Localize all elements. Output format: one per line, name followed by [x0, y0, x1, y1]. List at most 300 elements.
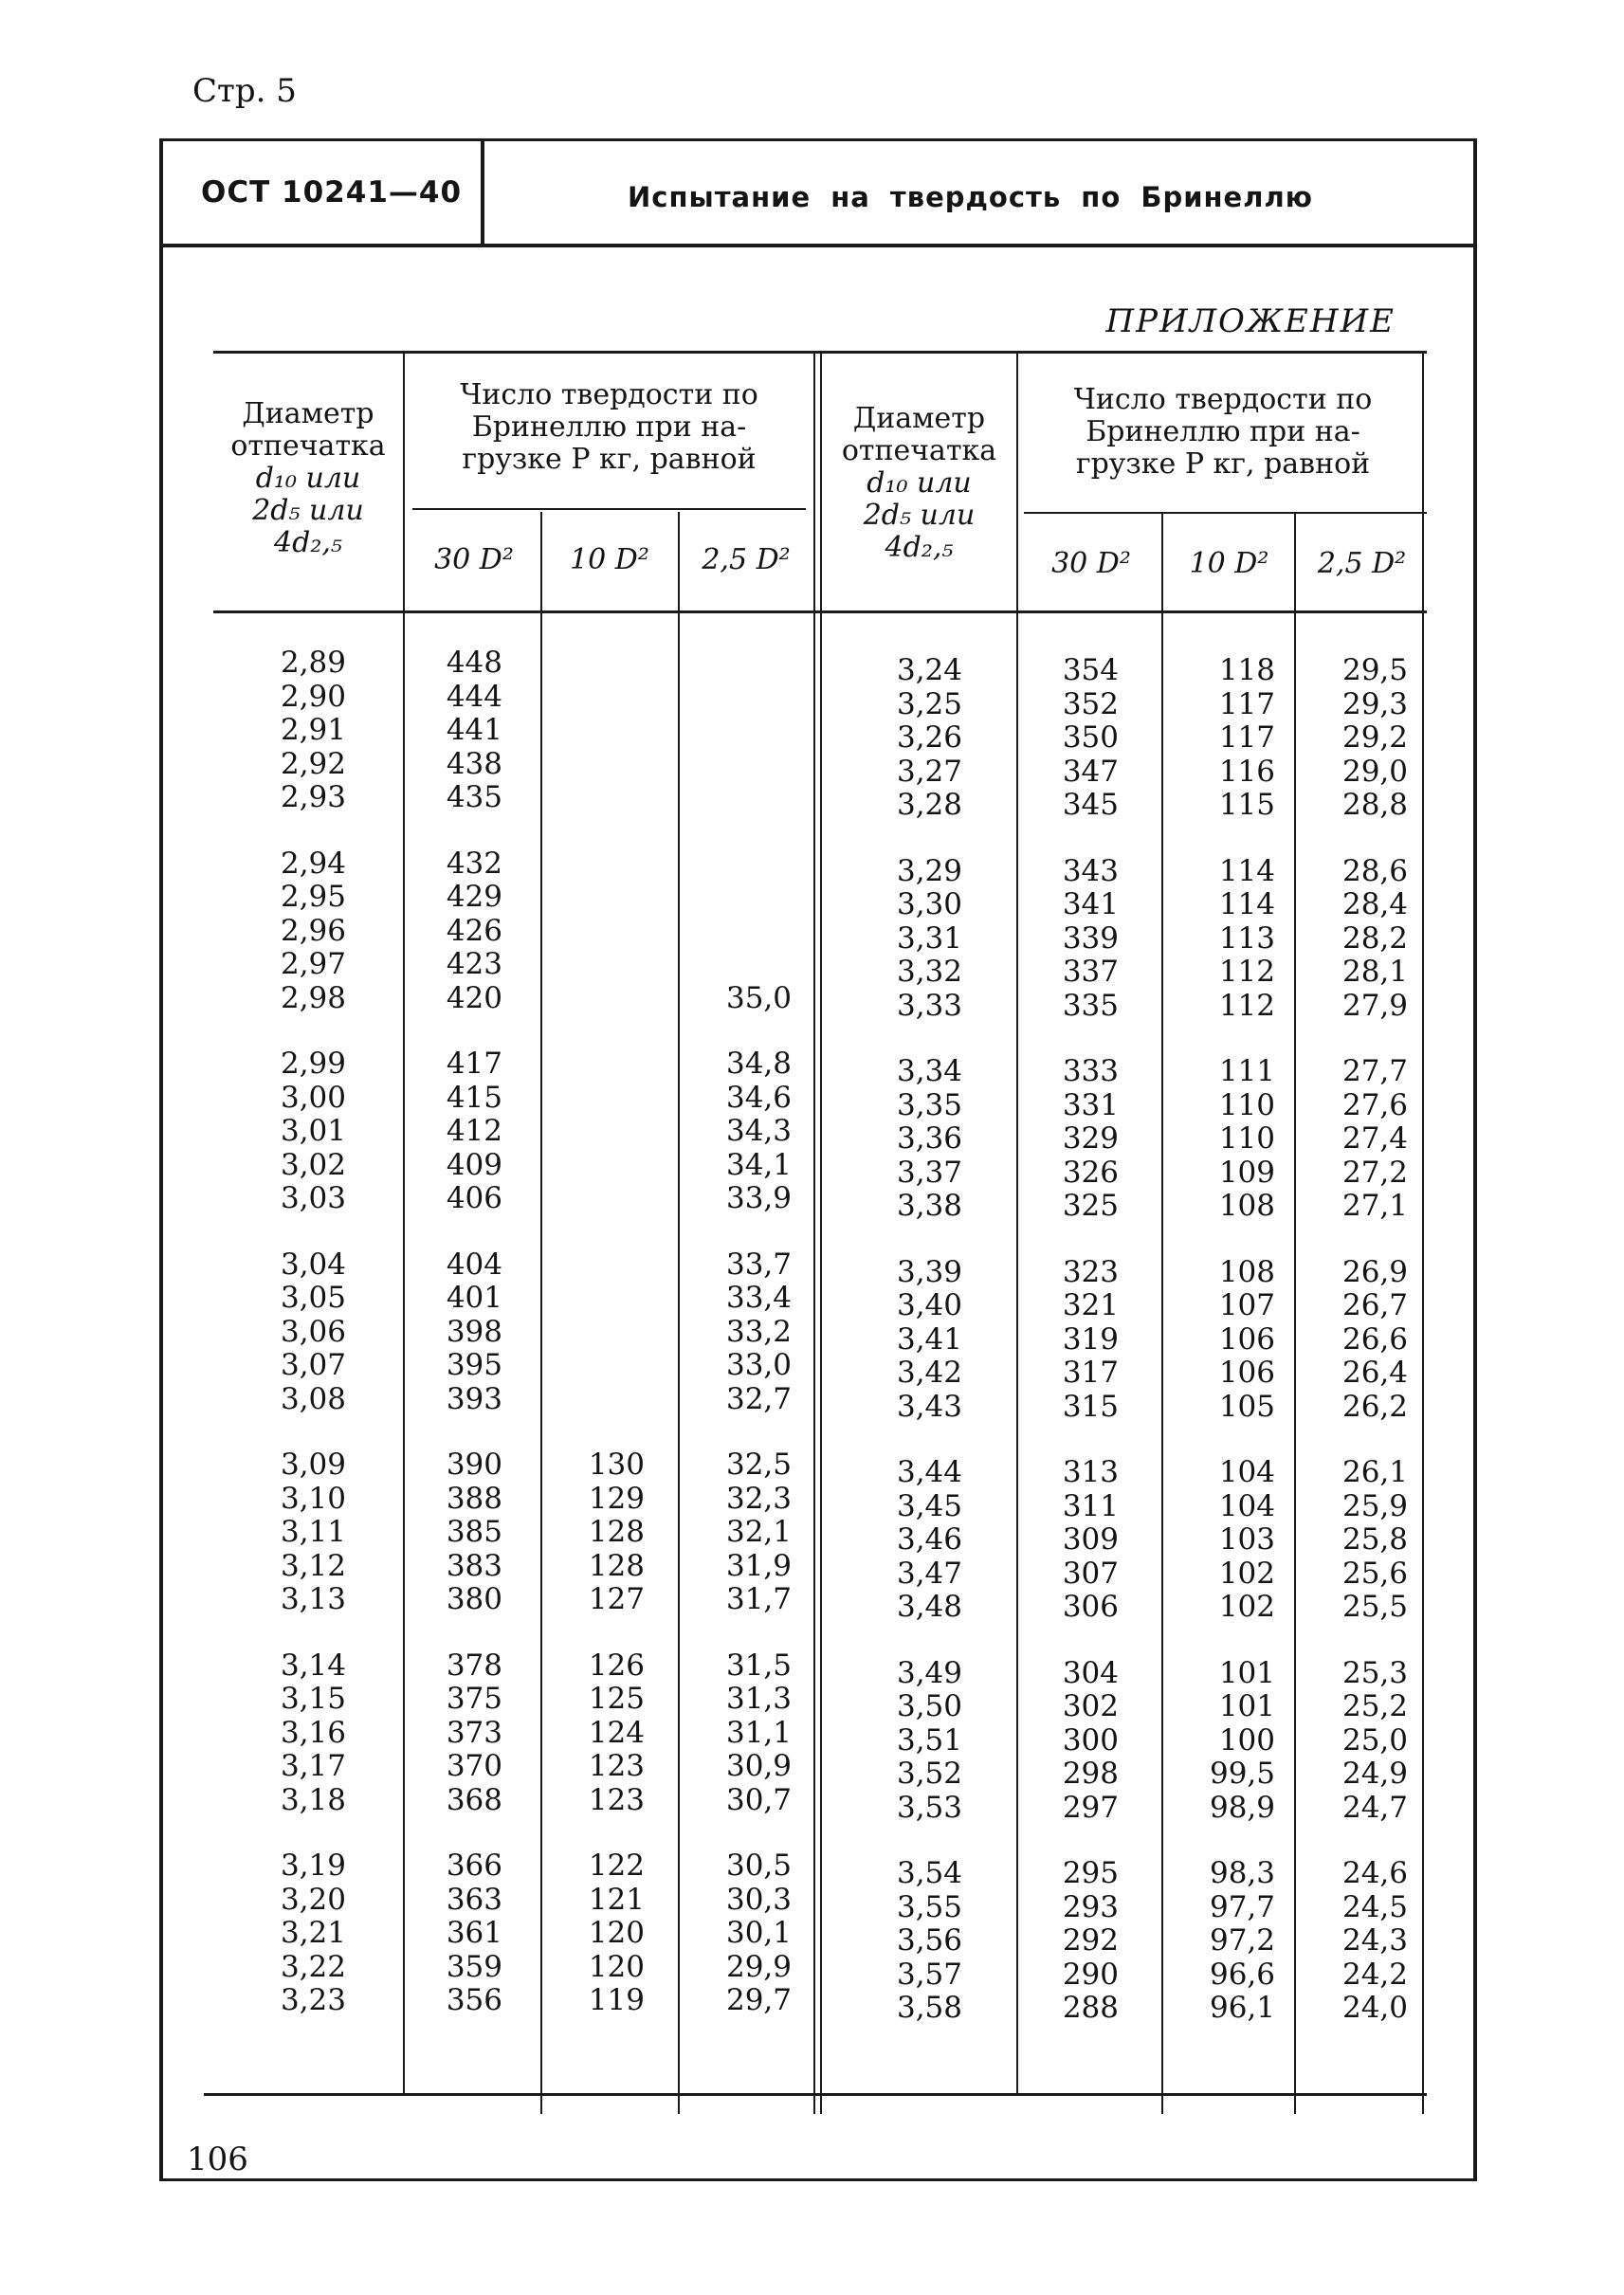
- row-group: [1313, 1055, 1408, 1224]
- col-divider-2: [540, 512, 542, 2114]
- right-10d2-column: [1180, 654, 1275, 2058]
- table-cell: 28,6: [1341, 853, 1408, 888]
- hardness-table: [213, 209, 1427, 2025]
- col-divider-6: [1161, 514, 1163, 2114]
- table-cell: 25,0: [1341, 1722, 1408, 1758]
- table-cell: 33,4: [725, 1281, 792, 1315]
- row-group: [1180, 1857, 1275, 2026]
- row-group: [251, 1448, 346, 1617]
- table-cell: 3,04: [280, 1247, 346, 1282]
- row-group: [251, 1248, 346, 1417]
- table-cell: 26,6: [1341, 1321, 1408, 1357]
- table-cell: 31,9: [725, 1548, 792, 1583]
- row-group: [1180, 855, 1275, 1024]
- table-cell: 3,19: [280, 1849, 346, 1883]
- right-30d2-column: [1048, 654, 1119, 2058]
- table-cell: 101: [1218, 1689, 1275, 1723]
- row-group: [697, 647, 792, 815]
- table-cell: 420: [446, 980, 502, 1015]
- table-cell: 24,7: [1341, 1790, 1408, 1825]
- table-cell: 359: [446, 1949, 502, 1984]
- row-group: [1048, 1456, 1119, 1625]
- table-cell: 128: [588, 1548, 645, 1583]
- table-cell: 3,22: [280, 1949, 346, 1984]
- table-cell: 329: [1062, 1121, 1119, 1156]
- table-cell: 326: [1062, 1155, 1119, 1190]
- row-group: [574, 1849, 645, 2018]
- table-cell: 24,9: [1341, 1757, 1408, 1791]
- table-cell: 24,3: [1341, 1923, 1408, 1958]
- table-cell: 3,24: [896, 653, 962, 687]
- table-cell: 122: [588, 1849, 645, 1883]
- table-cell: 292: [1062, 1923, 1119, 1958]
- table-cell: 317: [1062, 1356, 1119, 1390]
- table-cell: 25,9: [1341, 1488, 1408, 1523]
- table-cell: 34,6: [725, 1080, 792, 1115]
- table-cell: 125: [588, 1682, 645, 1716]
- table-cell: 3,25: [896, 686, 962, 721]
- table-cell: 101: [1218, 1655, 1275, 1690]
- table-cell: [697, 915, 792, 949]
- table-cell: 304: [1062, 1655, 1119, 1690]
- row-group: [431, 647, 502, 815]
- table-cell: 3,21: [280, 1916, 346, 1950]
- table-cell: 423: [446, 947, 502, 981]
- appendix-label: ПРИЛОЖЕНИЕ: [1105, 302, 1396, 340]
- table-cell: 32,1: [725, 1515, 792, 1549]
- table-cell: [574, 1282, 645, 1316]
- table-cell: 130: [588, 1448, 645, 1482]
- page-number: 106: [187, 2140, 248, 2178]
- table-cell: 3,23: [280, 1983, 346, 2017]
- table-cell: 3,57: [896, 1957, 962, 1992]
- table-cell: 2,92: [280, 746, 346, 781]
- table-cell: 25,5: [1341, 1590, 1408, 1624]
- header-line: 4d₂,₅: [885, 531, 954, 564]
- right-diameter-header: [822, 403, 1016, 564]
- table-cell: [697, 881, 792, 915]
- table-cell: [574, 1047, 645, 1082]
- table-cell: 415: [446, 1080, 502, 1115]
- table-cell: [697, 847, 792, 882]
- table-cell: 26,9: [1341, 1254, 1408, 1289]
- right-hardness-header: [1019, 384, 1427, 481]
- table-cell: 3,09: [280, 1448, 346, 1482]
- left-hardness-header: [408, 379, 811, 476]
- table-cell: 3,28: [896, 788, 962, 822]
- table-cell: 114: [1218, 887, 1275, 921]
- right-diameter-column: [867, 654, 962, 2058]
- table-cell: 3,39: [896, 1254, 962, 1289]
- table-cell: [574, 915, 645, 949]
- table-cell: 3,20: [280, 1882, 346, 1917]
- table-cell: 108: [1218, 1254, 1275, 1289]
- table-cell: 444: [446, 679, 502, 714]
- left-10d2-column: [574, 647, 645, 2050]
- table-cell: 3,48: [896, 1590, 962, 1624]
- table-cell: [574, 1182, 645, 1216]
- table-cell: 25,6: [1341, 1556, 1408, 1591]
- table-cell: 118: [1218, 653, 1275, 687]
- table-cell: 3,46: [896, 1522, 962, 1557]
- table-cell: 116: [1218, 754, 1275, 789]
- row-group: [1048, 654, 1119, 823]
- table-cell: 124: [588, 1715, 645, 1750]
- table-cell: 30,3: [725, 1882, 792, 1917]
- table-cell: 3,43: [896, 1389, 962, 1424]
- table-cell: 31,3: [725, 1682, 792, 1716]
- table-cell: 25,8: [1341, 1522, 1408, 1557]
- table-cell: 435: [446, 780, 502, 814]
- table-cell: 34,8: [725, 1047, 792, 1081]
- row-group: [1180, 1256, 1275, 1425]
- table-cell: [574, 781, 645, 815]
- row-group: [1313, 1657, 1408, 1826]
- left-sub-25d2: 2,5 D²: [702, 543, 791, 576]
- header-line: отпечатка: [841, 434, 997, 467]
- table-cell: 3,03: [280, 1181, 346, 1215]
- table-cell: 3,37: [896, 1155, 962, 1190]
- table-cell: 3,18: [280, 1782, 346, 1817]
- table-cell: 429: [446, 880, 502, 914]
- table-cell: 29,9: [725, 1949, 792, 1984]
- table-cell: 2,94: [280, 846, 346, 881]
- row-group: [574, 647, 645, 815]
- table-cell: 24,0: [1341, 1991, 1408, 2025]
- left-sub-10d2: 10 D²: [570, 543, 649, 576]
- table-cell: 3,32: [896, 955, 962, 989]
- table-cell: 3,54: [896, 1856, 962, 1890]
- table-cell: 110: [1218, 1121, 1275, 1156]
- table-cell: 406: [446, 1181, 502, 1215]
- table-cell: [574, 1082, 645, 1116]
- table-cell: 123: [588, 1749, 645, 1783]
- table-cell: 102: [1218, 1556, 1275, 1591]
- table-cell: 97,7: [1209, 1889, 1275, 1924]
- table-cell: 33,7: [725, 1247, 792, 1282]
- table-cell: 311: [1062, 1488, 1119, 1523]
- table-cell: 3,34: [896, 1054, 962, 1088]
- table-cell: 99,5: [1209, 1757, 1275, 1791]
- table-cell: 302: [1062, 1689, 1119, 1723]
- table-cell: 26,7: [1341, 1288, 1408, 1322]
- table-cell: 378: [446, 1648, 502, 1683]
- header-line: Бринеллю при на-: [471, 410, 747, 444]
- table-cell: 96,1: [1209, 1991, 1275, 2025]
- table-cell: 3,10: [280, 1481, 346, 1516]
- table-cell: 373: [446, 1715, 502, 1750]
- row-group: [431, 847, 502, 1016]
- table-cell: 115: [1218, 788, 1275, 822]
- row-group: [431, 1448, 502, 1617]
- table-cell: 27,4: [1341, 1121, 1408, 1156]
- row-group: [867, 1456, 962, 1625]
- table-cell: 350: [1062, 720, 1119, 755]
- table-cell: 121: [588, 1882, 645, 1917]
- table-cell: 347: [1062, 754, 1119, 789]
- header-line: d₁₀ или: [867, 466, 972, 500]
- table-cell: 35,0: [725, 980, 792, 1015]
- table-cell: 30,9: [725, 1749, 792, 1783]
- table-cell: 114: [1218, 853, 1275, 888]
- table-cell: 2,93: [280, 780, 346, 814]
- table-cell: 25,2: [1341, 1689, 1408, 1723]
- table-cell: 119: [588, 1983, 645, 2017]
- row-group: [574, 1448, 645, 1617]
- row-group: [431, 1047, 502, 1216]
- table-cell: 3,12: [280, 1548, 346, 1583]
- row-group: [1180, 1657, 1275, 1826]
- table-cell: 341: [1062, 887, 1119, 921]
- table-cell: 108: [1218, 1189, 1275, 1223]
- table-cell: 29,3: [1341, 686, 1408, 721]
- left-diameter-header: [213, 398, 403, 559]
- table-cell: 117: [1218, 720, 1275, 755]
- table-cell: 307: [1062, 1556, 1119, 1591]
- table-cell: 401: [446, 1281, 502, 1315]
- table-cell: 3,31: [896, 920, 962, 956]
- table-cell: 120: [588, 1916, 645, 1950]
- table-cell: 3,58: [896, 1991, 962, 2025]
- table-cell: 343: [1062, 853, 1119, 888]
- table-cell: 409: [446, 1147, 502, 1182]
- table-cell: 96,6: [1209, 1957, 1275, 1992]
- table-cell: 3,49: [896, 1655, 962, 1690]
- table-cell: 127: [588, 1582, 645, 1616]
- table-cell: [574, 1383, 645, 1417]
- table-cell: [574, 647, 645, 681]
- table-cell: [574, 847, 645, 882]
- table-cell: 309: [1062, 1522, 1119, 1557]
- table-cell: 97,2: [1209, 1923, 1275, 1958]
- row-group: [251, 1849, 346, 2018]
- table-cell: 98,3: [1209, 1856, 1275, 1890]
- table-cell: 380: [446, 1582, 502, 1616]
- table-cell: 3,53: [896, 1790, 962, 1825]
- row-group: [1313, 1256, 1408, 1425]
- table-cell: 3,35: [896, 1087, 962, 1122]
- row-group: [697, 1047, 792, 1216]
- table-cell: 3,05: [280, 1281, 346, 1315]
- table-cell: 426: [446, 913, 502, 948]
- table-cell: [697, 948, 792, 982]
- table-cell: 3,15: [280, 1682, 346, 1716]
- table-cell: 438: [446, 746, 502, 781]
- row-group: [251, 847, 346, 1016]
- col-divider-8: [1422, 351, 1424, 2114]
- row-group: [1048, 855, 1119, 1024]
- table-cell: 398: [446, 1314, 502, 1349]
- table-cell: 363: [446, 1882, 502, 1917]
- right-sub-30d2: 30 D²: [1051, 547, 1131, 580]
- table-cell: [574, 1349, 645, 1383]
- col-divider-3: [678, 512, 680, 2114]
- table-cell: 297: [1062, 1790, 1119, 1825]
- table-cell: 3,55: [896, 1889, 962, 1924]
- table-cell: 3,51: [896, 1722, 962, 1758]
- right-25d2-column: [1313, 654, 1408, 2058]
- left-25d2-column: [697, 647, 792, 2050]
- table-cell: 104: [1218, 1455, 1275, 1489]
- table-cell: 30,7: [725, 1782, 792, 1817]
- table-cell: 3,41: [896, 1321, 962, 1357]
- table-cell: 129: [588, 1481, 645, 1516]
- col-divider-4a: [813, 351, 815, 2114]
- table-cell: 361: [446, 1916, 502, 1950]
- right-sub-25d2: 2,5 D²: [1317, 547, 1407, 580]
- table-cell: [574, 748, 645, 782]
- row-group: [867, 1055, 962, 1224]
- table-cell: 2,96: [280, 913, 346, 948]
- row-group: [1048, 1857, 1119, 2026]
- header-line: Диаметр: [852, 402, 986, 435]
- table-cell: 26,1: [1341, 1455, 1408, 1489]
- right-sub-10d2: 10 D²: [1189, 547, 1269, 580]
- table-cell: 27,2: [1341, 1155, 1408, 1190]
- table-cell: 24,5: [1341, 1889, 1408, 1924]
- table-cell: 3,50: [896, 1689, 962, 1723]
- table-cell: 290: [1062, 1957, 1119, 1992]
- table-cell: 3,00: [280, 1080, 346, 1115]
- header-line: 2d₅ или: [863, 499, 976, 532]
- table-cell: 298: [1062, 1757, 1119, 1791]
- table-cell: 3,38: [896, 1189, 962, 1223]
- table-cell: 441: [446, 713, 502, 747]
- right-subheader-rule: [1024, 512, 1427, 514]
- table-cell: 33,0: [725, 1348, 792, 1382]
- table-cell: 29,7: [725, 1983, 792, 2017]
- table-cell: 28,8: [1341, 788, 1408, 822]
- table-cell: 3,52: [896, 1757, 962, 1791]
- table-cell: 335: [1062, 988, 1119, 1023]
- table-cell: 33,9: [725, 1181, 792, 1215]
- table-cell: 31,1: [725, 1715, 792, 1750]
- table-cell: 26,4: [1341, 1356, 1408, 1390]
- row-group: [867, 1857, 962, 2026]
- table-bottom-rule: [204, 2093, 1427, 2096]
- table-cell: [574, 881, 645, 915]
- table-cell: 111: [1218, 1054, 1275, 1088]
- document-code: ОСТ 10241—40: [201, 175, 463, 209]
- table-cell: 383: [446, 1548, 502, 1583]
- table-cell: 2,98: [280, 980, 346, 1015]
- row-group: [1313, 654, 1408, 823]
- table-cell: 3,56: [896, 1923, 962, 1958]
- left-subheader-rule: [412, 508, 806, 510]
- table-cell: 337: [1062, 955, 1119, 989]
- table-cell: 339: [1062, 920, 1119, 956]
- table-cell: 3,42: [896, 1356, 962, 1390]
- row-group: [697, 1849, 792, 2018]
- table-cell: 31,5: [725, 1648, 792, 1683]
- table-cell: 128: [588, 1515, 645, 1549]
- row-group: [1180, 1456, 1275, 1625]
- table-cell: 3,14: [280, 1648, 346, 1683]
- table-cell: [697, 781, 792, 815]
- row-group: [251, 647, 346, 815]
- row-group: [251, 1047, 346, 1216]
- table-cell: 3,27: [896, 754, 962, 789]
- table-cell: 3,40: [896, 1288, 962, 1322]
- table-cell: 3,30: [896, 887, 962, 921]
- table-cell: 385: [446, 1515, 502, 1549]
- table-cell: 103: [1218, 1522, 1275, 1557]
- left-30d2-column: [431, 647, 502, 2050]
- row-group: [574, 1248, 645, 1417]
- table-cell: [574, 1248, 645, 1283]
- table-cell: 319: [1062, 1321, 1119, 1357]
- header-line: грузке P кг, равной: [462, 443, 757, 476]
- table-cell: 113: [1218, 920, 1275, 956]
- table-cell: 3,07: [280, 1348, 346, 1382]
- table-cell: 27,6: [1341, 1087, 1408, 1122]
- table-cell: [574, 1316, 645, 1350]
- table-cell: 393: [446, 1381, 502, 1416]
- table-cell: 24,2: [1341, 1957, 1408, 1992]
- table-cell: 417: [446, 1047, 502, 1081]
- table-cell: 28,2: [1341, 920, 1408, 956]
- header-line: 4d₂,₅: [274, 526, 342, 559]
- table-cell: 27,1: [1341, 1189, 1408, 1223]
- table-cell: 3,29: [896, 853, 962, 888]
- table-cell: 106: [1218, 1356, 1275, 1390]
- table-cell: [697, 714, 792, 748]
- table-cell: 27,9: [1341, 988, 1408, 1023]
- table-cell: 331: [1062, 1087, 1119, 1122]
- table-cell: 3,06: [280, 1314, 346, 1349]
- table-cell: 3,45: [896, 1488, 962, 1523]
- row-group: [251, 1649, 346, 1818]
- row-group: [1313, 1456, 1408, 1625]
- table-cell: [574, 982, 645, 1016]
- table-cell: 3,01: [280, 1114, 346, 1148]
- col-divider-5: [1016, 351, 1018, 2095]
- row-group: [867, 1657, 962, 1826]
- table-cell: 448: [446, 646, 502, 680]
- table-cell: 25,3: [1341, 1655, 1408, 1690]
- table-cell: 3,17: [280, 1749, 346, 1783]
- row-group: [574, 847, 645, 1016]
- page-label: Стр. 5: [192, 72, 297, 110]
- table-cell: 2,91: [280, 713, 346, 747]
- table-cell: 375: [446, 1682, 502, 1716]
- table-cell: 29,5: [1341, 653, 1408, 687]
- table-cell: 2,97: [280, 947, 346, 981]
- table-cell: 100: [1218, 1722, 1275, 1758]
- table-cell: 432: [446, 846, 502, 881]
- table-cell: 109: [1218, 1155, 1275, 1190]
- table-cell: [574, 1115, 645, 1149]
- table-cell: 29,0: [1341, 754, 1408, 789]
- table-cell: 370: [446, 1749, 502, 1783]
- table-cell: 32,7: [725, 1381, 792, 1416]
- table-cell: 390: [446, 1448, 502, 1482]
- table-cell: 315: [1062, 1389, 1119, 1424]
- table-cell: 288: [1062, 1991, 1119, 2025]
- row-group: [697, 1248, 792, 1417]
- table-cell: 26,2: [1341, 1389, 1408, 1424]
- table-cell: [697, 647, 792, 681]
- table-cell: 293: [1062, 1889, 1119, 1924]
- row-group: [1180, 1055, 1275, 1224]
- row-group: [1180, 654, 1275, 823]
- table-cell: 2,95: [280, 880, 346, 914]
- row-group: [697, 1448, 792, 1617]
- row-group: [1048, 1256, 1119, 1425]
- table-cell: 3,08: [280, 1381, 346, 1416]
- table-cell: 2,90: [280, 679, 346, 714]
- table-cell: 120: [588, 1949, 645, 1984]
